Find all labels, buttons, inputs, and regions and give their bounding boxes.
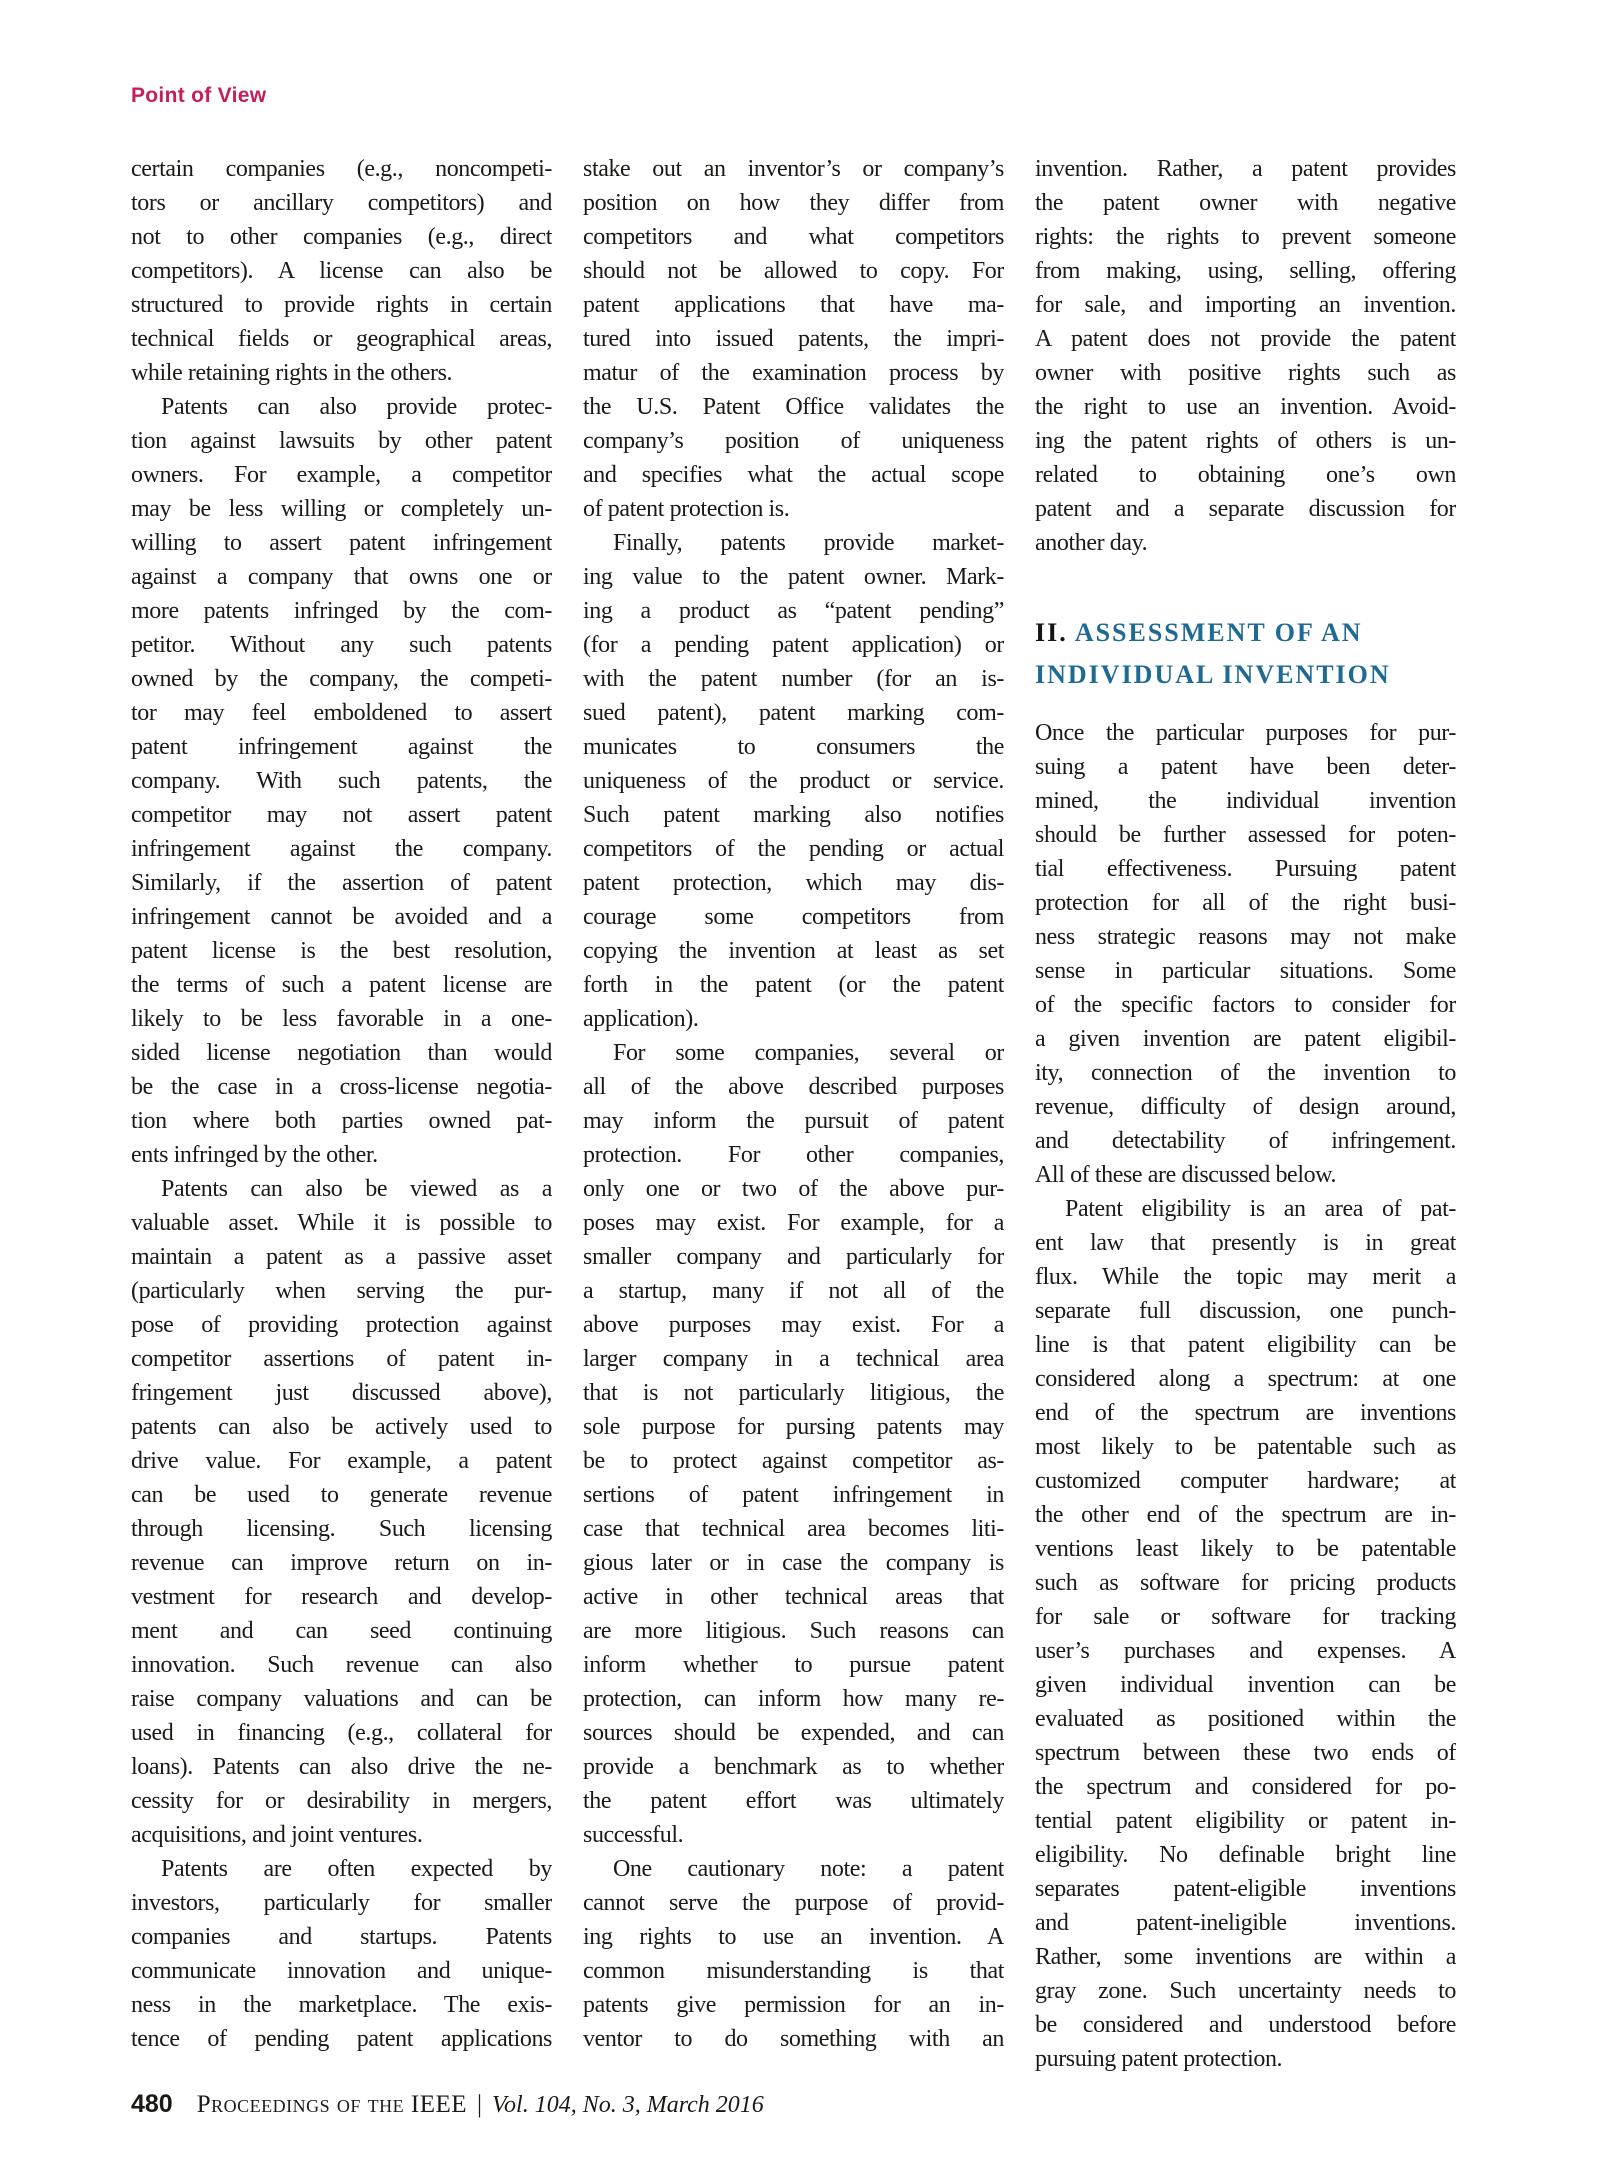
text-line: communicate innovation and unique- [131,1958,552,1984]
text-line: for sale, and importing an invention. [1035,292,1456,318]
text-line: companies and startups. Patents [131,1924,552,1950]
text-line: tion where both parties owned pat- [131,1108,552,1134]
text-line: A patent does not provide the patent [1035,326,1456,352]
section-heading [1035,612,1456,696]
text-line: Once the particular purposes for pur- [1035,720,1456,746]
text-line: tential patent eligibility or patent in- [1035,1808,1456,1834]
footer-divider: | [477,2091,483,2118]
text-line: tor may feel emboldened to assert [131,700,552,726]
text-line: cannot serve the purpose of provid- [583,1890,1004,1916]
text-line: Patent eligibility is an area of pat- [1065,1196,1456,1222]
text-line: application). [583,1006,699,1032]
text-line: competitor assertions of patent in- [131,1346,552,1372]
text-line: eligibility. No definable bright line [1035,1842,1456,1868]
text-line: owner with positive rights such as [1035,360,1456,386]
journal-name: Proceedings of the IEEE [196,2091,468,2118]
text-line: Patents can also be viewed as a [161,1176,552,1202]
text-line: maintain a patent as a passive asset [131,1244,552,1270]
text-line: a startup, many if not all of the [583,1278,1004,1304]
text-line: tence of pending patent applications [131,2026,552,2052]
text-line: sense in particular situations. Some [1035,958,1456,984]
text-line: matur of the examination process by [583,360,1004,386]
text-line: flux. While the topic may merit a [1035,1264,1456,1290]
text-line: sided license negotiation than would [131,1040,552,1066]
text-line: and specifies what the actual scope [583,462,1004,488]
text-line: all of the above described purposes [583,1074,1004,1100]
text-line: uniqueness of the product or service. [583,768,1004,794]
text-line: may inform the pursuit of patent [583,1108,1004,1134]
text-line: ness strategic reasons may not make [1035,924,1456,950]
text-line: Rather, some inventions are within a [1035,1944,1456,1970]
text-line: patents can also be actively used to [131,1414,552,1440]
text-line: the right to use an invention. Avoid- [1035,394,1456,420]
text-line: ventor to do something with an [583,2026,1004,2052]
text-line: be considered and understood before [1035,2012,1456,2038]
text-line: provide a benchmark as to whether [583,1754,1004,1780]
text-line: mined, the individual invention [1035,788,1456,814]
text-line: be to protect against competitor as- [583,1448,1004,1474]
text-line: position on how they differ from [583,190,1004,216]
text-line: related to obtaining one’s own [1035,462,1456,488]
text-line: suing a patent have been deter- [1035,754,1456,780]
text-line: should be further assessed for poten- [1035,822,1456,848]
text-line: and patent-ineligible inventions. [1035,1910,1456,1936]
text-line: line is that patent eligibility can be [1035,1332,1456,1358]
text-line: structured to provide rights in certain [131,292,552,318]
text-line: ventions least likely to be patentable [1035,1536,1456,1562]
text-line: acquisitions, and joint ventures. [131,1822,423,1848]
text-line: technical fields or geographical areas, [131,326,552,352]
text-line: ment and can seed continuing [131,1618,552,1644]
text-line: forth in the patent (or the patent [583,972,1004,998]
text-line: for sale or software for tracking [1035,1604,1456,1630]
text-line: another day. [1035,530,1148,556]
text-line: common misunderstanding is that [583,1958,1004,1984]
text-line: fringement just discussed above), [131,1380,552,1406]
text-line: poses may exist. For example, for a [583,1210,1004,1236]
text-line: case that technical area becomes liti- [583,1516,1004,1542]
text-line: drive value. For example, a patent [131,1448,552,1474]
text-line: valuable asset. While it is possible to [131,1210,552,1236]
text-line: separate full discussion, one punch- [1035,1298,1456,1324]
text-line: Finally, patents provide market- [613,530,1004,556]
text-line: courage some competitors from [583,904,1004,930]
text-line: not to other companies (e.g., direct [131,224,552,250]
text-line: patent license is the best resolution, [131,938,552,964]
text-line: patent infringement against the [131,734,552,760]
text-line: gray zone. Such uncertainty needs to [1035,1978,1456,2004]
text-line: infringement cannot be avoided and a [131,904,552,930]
text-line: protection for all of the right busi- [1035,890,1456,916]
text-line: of patent protection is. [583,496,790,522]
text-line: evaluated as positioned within the [1035,1706,1456,1732]
text-line: pose of providing protection against [131,1312,552,1338]
page-number: 480 [131,2090,173,2118]
text-line: patent and a separate discussion for [1035,496,1456,522]
text-line: patents give permission for an in- [583,1992,1004,2018]
text-line: ent law that presently is in great [1035,1230,1456,1256]
text-line: loans). Patents can also drive the ne- [131,1754,552,1780]
text-line: user’s purchases and expenses. A [1035,1638,1456,1664]
text-line: successful. [583,1822,684,1848]
text-line: competitor may not assert patent [131,802,552,828]
text-line: the patent owner with negative [1035,190,1456,216]
section-number: II. [1035,618,1075,647]
text-line: sued patent), patent marking com- [583,700,1004,726]
text-line: inform whether to pursue patent [583,1652,1004,1678]
text-line: ing a product as “patent pending” [583,598,1004,624]
text-line: smaller company and particularly for [583,1244,1004,1270]
text-line: ness in the marketplace. The exis- [131,1992,552,2018]
text-line: sertions of patent infringement in [583,1482,1004,1508]
text-line: end of the spectrum are inventions [1035,1400,1456,1426]
text-line: For some companies, several or [613,1040,1004,1066]
text-line: are more litigious. Such reasons can [583,1618,1004,1644]
text-line: innovation. Such revenue can also [131,1652,552,1678]
text-line: protection, can inform how many re- [583,1686,1004,1712]
text-line: Patents are often expected by [161,1856,552,1882]
section-title-text: INDIVIDUAL INVENTION [1035,660,1391,689]
text-line: pursuing patent protection. [1035,2046,1283,2072]
text-line: sole purpose for pursing patents may [583,1414,1004,1440]
text-line: copying the invention at least as set [583,938,1004,964]
text-line: spectrum between these two ends of [1035,1740,1456,1766]
text-line: patent protection, which may dis- [583,870,1004,896]
text-line: owned by the company, the competi- [131,666,552,692]
text-line: competitors and what competitors [583,224,1004,250]
text-line: willing to assert patent infringement [131,530,552,556]
text-line: the patent effort was ultimately [583,1788,1004,1814]
text-line: protection. For other companies, [583,1142,1004,1168]
text-line: ents infringed by the other. [131,1142,378,1168]
text-line: the terms of such a patent license are [131,972,552,998]
text-line: larger company in a technical area [583,1346,1004,1372]
text-line: tial effectiveness. Pursuing patent [1035,856,1456,882]
text-line: cessity for or desirability in mergers, [131,1788,552,1814]
text-line: should not be allowed to copy. For [583,258,1004,284]
text-line: through licensing. Such licensing [131,1516,552,1542]
article-body [131,152,1458,2076]
text-line: competitors of the pending or actual [583,836,1004,862]
text-line: only one or two of the above pur- [583,1176,1004,1202]
text-line: company’s position of uniqueness [583,428,1004,454]
text-line: revenue, difficulty of design around, [1035,1094,1456,1120]
text-line: of the specific factors to consider for [1035,992,1456,1018]
text-column-3 [1035,152,1456,2076]
text-line: the U.S. Patent Office validates the [583,394,1004,420]
text-line: above purposes may exist. For a [583,1312,1004,1338]
text-line: gious later or in case the company is [583,1550,1004,1576]
text-line: customized computer hardware; at [1035,1468,1456,1494]
text-line: competitors). A license can also be [131,258,552,284]
text-line: tors or ancillary competitors) and [131,190,552,216]
text-line: be the case in a cross-license negotia- [131,1074,552,1100]
text-line: investors, particularly for smaller [131,1890,552,1916]
text-line: stake out an inventor’s or company’s [583,156,1004,182]
text-line: from making, using, selling, offering [1035,258,1456,284]
issue-info: Vol. 104, No. 3, March 2016 [492,2092,764,2118]
text-line: vestment for research and develop- [131,1584,552,1610]
text-line: Patents can also provide protec- [161,394,552,420]
text-line: ity, connection of the invention to [1035,1060,1456,1086]
text-line: (particularly when serving the pur- [131,1278,552,1304]
text-line: and detectability of infringement. [1035,1128,1456,1154]
text-line: ing rights to use an invention. A [583,1924,1004,1950]
text-column-1 [131,152,552,2076]
text-line: active in other technical areas that [583,1584,1004,1610]
text-line: One cautionary note: a patent [613,1856,1004,1882]
text-line: given individual invention can be [1035,1672,1456,1698]
article-category-label: Point of View [131,84,267,107]
text-line: with the patent number (for an is- [583,666,1004,692]
text-line: used in financing (e.g., collateral for [131,1720,552,1746]
text-line: ing value to the patent owner. Mark- [583,564,1004,590]
text-line: revenue can improve return on in- [131,1550,552,1576]
text-line: a given invention are patent eligibil- [1035,1026,1456,1052]
text-line: rights: the rights to prevent someone [1035,224,1456,250]
text-line: the spectrum and considered for po- [1035,1774,1456,1800]
text-line: may be less willing or completely un- [131,496,552,522]
text-line: petitor. Without any such patents [131,632,552,658]
text-line: that is not particularly litigious, the [583,1380,1004,1406]
text-line: can be used to generate revenue [131,1482,552,1508]
text-line: All of these are discussed below. [1035,1162,1337,1188]
text-line: (for a pending patent application) or [583,632,1004,658]
text-line: infringement against the company. [131,836,552,862]
text-line: tion against lawsuits by other patent [131,428,552,454]
text-line: municates to consumers the [583,734,1004,760]
text-line: likely to be less favorable in a one- [131,1006,552,1032]
text-column-2 [583,152,1004,2076]
text-line: against a company that owns one or [131,564,552,590]
page-footer [131,2090,1031,2119]
text-line: owners. For example, a competitor [131,462,552,488]
text-line: ing the patent rights of others is un- [1035,428,1456,454]
text-line: sources should be expended, and can [583,1720,1004,1746]
text-line: Similarly, if the assertion of patent [131,870,552,896]
text-line: patent applications that have ma- [583,292,1004,318]
text-line: certain companies (e.g., noncompeti- [131,156,552,182]
section-title-text: ASSESSMENT OF AN [1074,618,1363,647]
text-line: raise company valuations and can be [131,1686,552,1712]
text-line: invention. Rather, a patent provides [1035,156,1456,182]
text-line: considered along a spectrum: at one [1035,1366,1456,1392]
text-line: company. With such patents, the [131,768,552,794]
text-line: more patents infringed by the com- [131,598,552,624]
text-line: Such patent marking also notifies [583,802,1004,828]
text-line: most likely to be patentable such as [1035,1434,1456,1460]
text-line: while retaining rights in the others. [131,360,453,386]
text-line: such as software for pricing products [1035,1570,1456,1596]
text-line: separates patent-eligible inventions [1035,1876,1456,1902]
text-line: tured into issued patents, the impri- [583,326,1004,352]
text-line: the other end of the spectrum are in- [1035,1502,1456,1528]
